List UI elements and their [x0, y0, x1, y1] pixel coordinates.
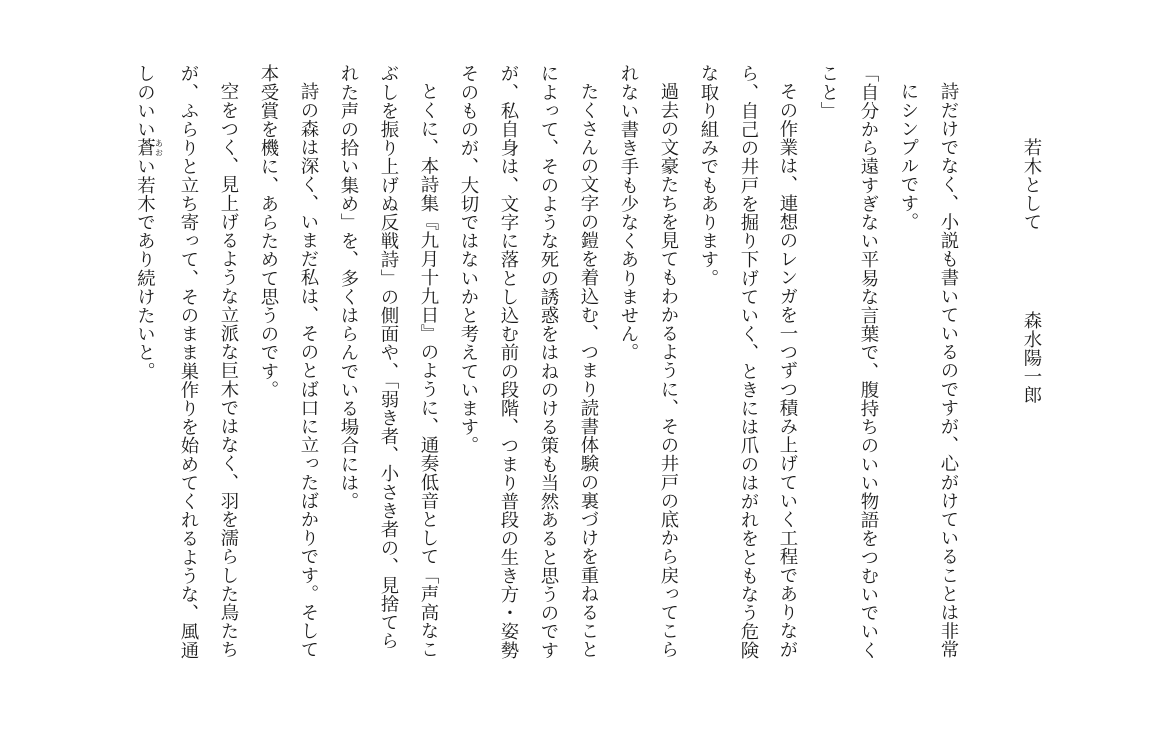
body-line-7: な取り組みでもあります。 [698, 64, 719, 288]
body-line-2: にシンプルです。 [898, 82, 919, 231]
body-line-20: が、ふらりと立ち寄って、そのまま巣作りを始めてくれるような、風通 [178, 64, 199, 660]
body-line-10: たくさんの文字の鎧を着込む、つまり読書体験の裏づけを重ねること [578, 82, 599, 659]
body-line-6: ら、自己の井戸を掘り下げていく、ときには爪のはがれをともなう危険 [738, 64, 759, 660]
body-line-16: れた声の拾い集め」を、多くはらんでいる場合には。 [338, 64, 359, 511]
ruby-line-before: しのいい [134, 64, 156, 139]
body-line-5: その作業は、連想のレンガを一つずつ積み上げていく工程でありなが [777, 82, 798, 659]
body-line-4: こと」 [818, 64, 839, 120]
author-name: 森水陽一郎 [1021, 311, 1042, 404]
ruby-word [134, 138, 164, 158]
ruby-reading: あお [154, 138, 164, 158]
body-line-15: ぶしを振り上げぬ反戦詩」の側面や、「弱き者、小さき者の、見捨てら [378, 64, 399, 650]
essay-title: 若木として [1021, 138, 1042, 231]
body-line-18: 本受賞を機に、あらためて思うのです。 [258, 64, 279, 399]
body-line-11: によって、そのような死の誘惑をはねのける策も当然あると思うのです [538, 64, 559, 660]
body-line-8: 過去の文豪たちを見てもわかるように、その井戸の底から戻ってこら [658, 82, 679, 659]
ruby-base: 蒼 [134, 138, 156, 158]
body-line-19: 空をつく、見上げるような立派な巨木ではなく、羽を濡らした鳥たち [218, 82, 239, 659]
body-line-3: 「自分から遠すぎない平易な言葉で、腹持ちのいい物語をつむいでいく [858, 64, 879, 660]
body-line-1: 詩だけでなく、小説も書いているのですが、心がけていることは非常 [938, 82, 959, 659]
body-line-13: そのものが、大切ではないかと考えています。 [458, 64, 479, 455]
body-line-14: とくに、本詩集『九月十九日』のように、通奏低音として「声高なこ [418, 82, 439, 659]
body-line-21 [133, 64, 163, 380]
body-line-12: が、私自身は、文字に落とし込む前の段階、つまり普段の生き方・姿勢 [498, 64, 519, 660]
ruby-line-after: い若木であり続けたいと。 [134, 157, 156, 381]
body-line-17: 詩の森は深く、いまだ私は、そのとば口に立ったばかりです。そして [298, 82, 319, 659]
body-line-9: れない書き手も少なくありません。 [618, 64, 639, 362]
